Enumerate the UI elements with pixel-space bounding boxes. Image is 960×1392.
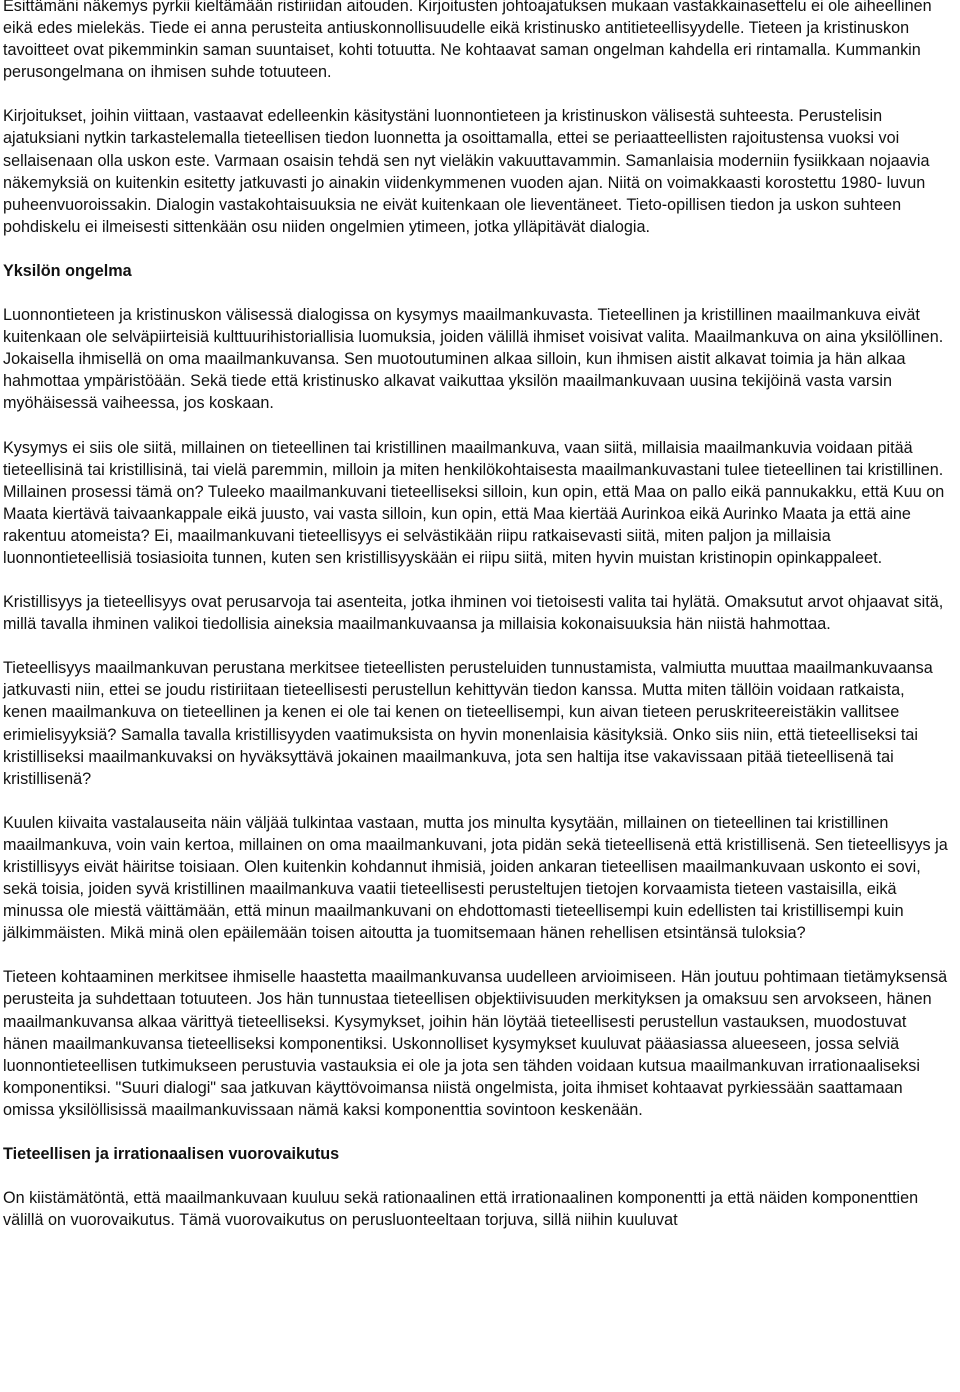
intro-paragraph: Esittämäni näkemys pyrkii kieltämään ristiriidan aitouden. Kirjoitusten johtoajatuksen mukaan vastakkainasettelu ei ole aiheellinen eikä edes mielekäs. Tiede ei anna perusteita antiuskonnollisuudelle eikä kristinusko antitieteellisyydelle. Tieteen ja kristinuskon tavoitteet ovat pikemminkin saman suuntaiset, kohti totuutta. Ne kohtaavat saman ongelman kahdella eri rintamalla. Kummankin perusongelmana on ihmisen suhde totuuteen. [3, 0, 932, 82]
body-paragraph: Tieteen kohtaaminen merkitsee ihmiselle haastetta maailmankuvansa uudelleen arvioimiseen. Hän joutuu pohtimaan tietämyksensä perusteita ja suhdettaan totuuteen. Jos hän tunnustaa tieteellisen objektiivisuuden merkityksen ja omaksuu sen arvokseen, hänen maailmankuvansa alkaa värittyä tieteelliseksi. Kysymykset, joihin hän löytää tieteellisesti perustellun vastauksen, muodostuvat hänen maailmankuvansa tieteelliseksi komponentiksi. Uskonnolliset kysymykset kuuluvat pääasiassa alueeseen, jossa selviä luonnontieteellisen tutkimukseen perustuvia vastauksia ei ole ja jota sen tähden voidaan kutsua maailmankuvan irrationaaliseksi komponentiksi. "Suuri dialogi" saa jatkuvan käyttövoimansa niistä ongelmista, joita ihmiset kohtaavat pyrkiessään saattamaan omissa yksilöllisissä maailmankuvissaan nämä kaksi komponenttia sovintoon keskenään. [3, 968, 948, 1119]
body-paragraph: Kuulen kiivaita vastalauseita näin väljää tulkintaa vastaan, mutta jos minulta kysytään, millainen on tieteellinen tai kristillinen maailmankuva, voin vain kertoa, millainen on oma maailmankuvani, jota pidän sekä tieteellisenä että kristillisenä. Sen tieteellisyys ja kristillisyys eivät häiritse toisiaan. Olen kuitenkin kohdannut ihmisiä, joiden ankaran tieteellisen maailmankuvaan uskonto ei sovi, sekä toisia, joiden syvä kristillinen maailmankuva vaatii tieteellisesti perusteltujen tietojen korvaamista tieteen vastaisilla, eikä minussa ole miestä väittämään, että minun maailmankuvani on ehdottomasti tieteellisempi kuin edellisten tai kristillisempi kuin jälkimmäisten. Mikä minä olen epäilemään toisen aitoutta ja tuomitsemaan hänen rehellisen etsintänsä tuloksia? [3, 813, 948, 943]
body-paragraph: Kysymys ei siis ole siitä, millainen on tieteellinen tai kristillinen maailmankuva, vaan siitä, millaisia maailmankuvia voidaan pitää tieteellisinä tai kristillisinä, tai vielä paremmin, milloin ja miten henkilökohtaisesta maailmankuvastani tulee tieteellinen tai kristillinen. Millainen prosessi tämä on? Tuleeko maailmankuvani tieteelliseksi silloin, kun opin, että Maa on pallo eikä pannukakku, että Kuu on Maata kiertävä taivaankappale eikä juusto, vai vasta silloin, kun opin, että Maa kiertää Aurinkoa eikä Aurinko Maata ja että aine rakentuu atomeista? Ei, maailmankuvani tieteellisyys ei selvästikään riipu ratkaisevasti siitä, miten paljon ja millaisia luonnontieteellisiä tosiasioita tunnen, kuten sen kristillisyyskään ei riipu siitä, miten hyvin muistan kristinopin opinkappaleet. [3, 438, 945, 567]
article-body [3, 0, 953, 1231]
section-heading: Tieteellisen ja irrationaalisen vuorovaikutus [3, 1145, 340, 1164]
body-paragraph: Luonnontieteen ja kristinuskon välisessä dialogissa on kysymys maailmankuvasta. Tieteellinen ja kristillinen maailmankuva eivät kuitenkaan ole selväpiirteisiä kulttuurihistoriallisia luomuksia, joiden välillä ihmiset voisivat valita. Maailmankuva on aina yksilöllinen. Jokaisella ihmisellä on oma maailmankuvansa. Sen muotoutuminen alkaa silloin, kun ihmisen aistit alkavat toimia ja hän alkaa hahmottaa ympäristöään. Sekä tiede että kristinusko alkavat vaikuttaa yksilön maailmankuvaan uusina tekijöinä vasta varsin myöhäisessä vaiheessa, jos koskaan. [3, 306, 944, 413]
body-paragraph: On kiistämätöntä, että maailmankuvaan kuuluu sekä rationaalinen että irrationaalinen komponentti ja että näiden komponenttien välillä on vuorovaikutus. Tämä vuorovaikutus on perusluonteeltaan torjuva, sillä niihin kuuluvat [3, 1189, 919, 1230]
body-paragraph: Tieteellisyys maailmankuvan perustana merkitsee tieteellisten perusteluiden tunnustamista, valmiutta muuttaa maailmankuvaansa jatkuvasti niin, ettei se joudu ristiriitaan tieteellisesti perustellun kehittyvän tiedon kanssa. Mutta miten tällöin voidaan ratkaista, kenen maailmankuva on tieteellinen ja kenen ei ole tai kenen on tieteellisempi, kun aivan tieteen peruskriteereistäkin vallitsee erimielisyyksiä? Samalla tavalla kristillisyyden vaatimuksista on hyvin monenlaisia käsityksiä. Onko siis niin, että tieteelliseksi tai kristilliseksi maailmankuvaksi on hyväksyttävä jokainen maailmankuva, jota sen haltija itse vakavissaan pitää tieteellisenä tai kristillisenä? [3, 659, 933, 788]
body-paragraph: Kristillisyys ja tieteellisyys ovat perusarvoja tai asenteita, jotka ihminen voi tietoisesti valita tai hylätä. Omaksutut arvot ohjaavat sitä, millä tavalla ihminen valikoi tiedollisia aineksia maailmankuvaansa ja millaisia kokonaisuuksia hän niistä hahmottaa. [3, 593, 944, 634]
body-paragraph: Kirjoitukset, joihin viittaan, vastaavat edelleenkin käsitystäni luonnontieteen ja kristinuskon välisestä suhteesta. Perustelisin ajatuksiani nytkin tarkastelemalla tieteellisen tiedon luonnetta ja osoittamalla, ettei se periaatteellisten rajoitustensa vuoksi voi sellaisenaan olla uskon este. Varmaan osaisin tehdä sen nyt vieläkin vakuuttavammin. Samanlaisia moderniin fysiikkaan nojaavia näkemyksiä on kuitenkin esitetty jatkuvasti jo ainakin viidenkymmenen vuoden ajan. Niitä on voimakkaasti korostettu 1980- luvun puheenvuoroissakin. Dialogin vastakohtaisuuksia ne eivät kuitenkaan ole lieventäneet. Tieto-opillisen tiedon ja uskon suhteen pohdiskelu ei ilmeisesti sittenkään osu niiden ongelmien ytimeen, jotka ylläpitävät dialogia. [3, 107, 930, 236]
section-heading: Yksilön ongelma [3, 261, 132, 280]
